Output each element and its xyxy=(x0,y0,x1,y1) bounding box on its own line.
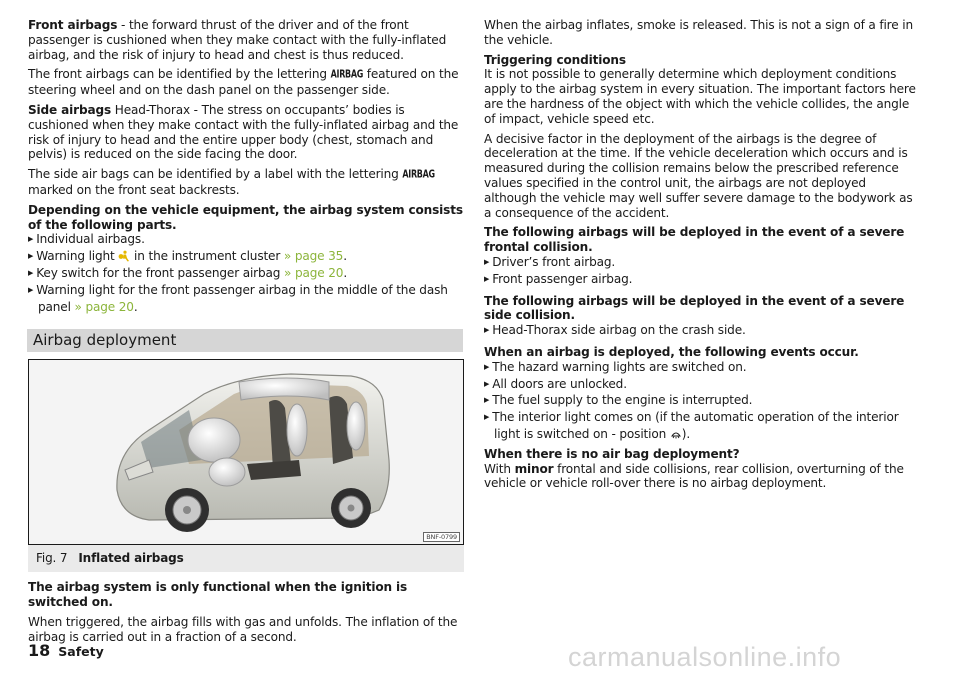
list-item-text: ). xyxy=(681,426,691,441)
figure-caption xyxy=(28,545,464,572)
side-collision-heading xyxy=(484,294,922,324)
list-item: ▶ Head-Thorax side airbag on the crash side. xyxy=(484,323,922,340)
page-20-link[interactable]: » page 20 xyxy=(74,299,134,314)
frontal-collision-heading-text: The following airbags will be deployed in the event of a severe frontal collision. xyxy=(484,225,905,255)
airbag-lettering-icon: AIRBAG xyxy=(402,168,435,181)
ignition-note xyxy=(28,580,464,610)
list-item-text: Warning light xyxy=(36,249,119,264)
figure-code: BNF-0799 xyxy=(423,532,460,542)
list-item: ▶ The hazard warning lights are switched on. xyxy=(484,360,922,377)
list-item-text: Individual airbags. xyxy=(36,232,145,247)
side-airbags-text: Head-Thorax - The stress on occupants’ bodies is cushioned when they make contact with the fully-inflated airbag and the risk of injury to head and the entire upper body (chest, stomach and pelvis) is reduced on the side facing the door. xyxy=(28,102,459,162)
list-item-text: Key switch for the front passenger airbag xyxy=(36,265,285,280)
page-number: 18 xyxy=(28,641,51,660)
figure-label: Fig. 7 xyxy=(36,551,68,566)
watermark: carmanualsonline.info xyxy=(568,642,842,672)
airbag-warning-light-icon xyxy=(118,250,130,262)
lettering-text-a: The front airbags can be identified by the lettering xyxy=(28,67,331,82)
lettering-text-b: featured on the steering wheel and on the dash panel on the passenger side. xyxy=(28,67,459,98)
system-parts-heading xyxy=(28,203,464,233)
deployment-events-heading xyxy=(484,345,922,360)
list-item-text: . xyxy=(343,249,347,264)
interior-light-door-icon xyxy=(670,428,682,440)
list-item-text: in the instrument cluster xyxy=(130,249,284,264)
triggering-conditions-heading: Triggering conditions xyxy=(484,52,626,67)
front-airbags-lettering-paragraph xyxy=(28,67,464,98)
footer-section-title: Safety xyxy=(58,644,104,659)
figure-inflated-airbags xyxy=(28,359,464,545)
right-column xyxy=(484,18,922,496)
no-deployment-heading-text: When there is no air bag deployment? xyxy=(484,446,740,461)
inflation-paragraph: When triggered, the airbag fills with gas and unfolds. The inflation of the airbag is carried out in a fraction of a second. xyxy=(28,614,458,644)
front-airbags-term: Front airbags xyxy=(28,18,118,32)
list-item: ▶ All doors are unlocked. xyxy=(484,377,922,394)
list-item: ▶ Driver’s front airbag. xyxy=(484,255,922,272)
triggering-conditions-paragraph xyxy=(484,53,922,127)
section-heading: Airbag deployment xyxy=(27,329,463,352)
left-column xyxy=(28,18,464,650)
no-deployment-paragraph xyxy=(484,462,922,492)
side-airbags-label-paragraph xyxy=(28,167,464,198)
front-airbags-text: - the forward thrust of the driver and of the front passenger is cushioned when they make contact with the fully-inflated airbag, and the risk of injury to head and chest is thus reduced. xyxy=(28,18,447,62)
list-item xyxy=(28,283,464,315)
list-item-text: The interior light comes on (if the automatic operation of the interior light is switched on - position xyxy=(492,410,899,441)
smoke-paragraph: When the airbag inflates, smoke is released. This is not a sign of a fire in the vehicle. xyxy=(484,18,913,47)
side-label-text-a: The side air bags can be identified by a label with the lettering xyxy=(28,167,403,182)
airbag-lettering-icon: AIRBAG xyxy=(330,68,364,81)
page-20-link[interactable]: » page 20 xyxy=(284,265,344,280)
car-airbag-illustration xyxy=(29,360,463,544)
frontal-collision-heading xyxy=(484,225,922,255)
no-deployment-text-b: frontal and side collisions, rear collision, overturning of the vehicle or vehicle roll-over there is no airbag deployment. xyxy=(484,461,904,491)
list-item-text: . xyxy=(133,299,138,314)
system-parts-heading-text: Depending on the vehicle equipment, the airbag system consists of the following parts. xyxy=(28,202,463,232)
side-airbags-term: Side airbags xyxy=(28,102,112,117)
list-item: ▶ Front passenger airbag. xyxy=(484,272,922,289)
deployment-events-heading-text: When an airbag is deployed, the following events occur. xyxy=(484,344,859,359)
no-deployment-heading xyxy=(484,447,922,462)
minor-emphasis: minor xyxy=(514,461,554,476)
side-airbags-paragraph xyxy=(28,103,464,162)
figure-title: Inflated airbags xyxy=(78,551,184,566)
front-airbags-paragraph xyxy=(28,18,464,62)
list-item-text: . xyxy=(343,265,348,280)
list-item xyxy=(484,410,922,442)
list-item: ▶ The fuel supply to the engine is interrupted. xyxy=(484,393,922,410)
list-item xyxy=(28,266,464,283)
page-35-link[interactable]: » page 35 xyxy=(283,249,344,264)
triggering-conditions-text: It is not possible to generally determine which deployment conditions apply to the airbag system in every situation. The important factors here are the hardness of the object with which the vehicle collides, the angle of impact, vehicle speed etc. xyxy=(484,67,916,126)
ignition-note-text: The airbag system is only functional when the ignition is switched on. xyxy=(28,580,408,610)
list-item xyxy=(28,249,464,266)
no-deployment-text-a: With xyxy=(484,461,515,476)
side-collision-heading-text: The following airbags will be deployed in the event of a severe side collision. xyxy=(484,293,905,323)
side-label-text-b: marked on the front seat backrests. xyxy=(28,182,240,197)
page-footer xyxy=(28,641,104,660)
list-item xyxy=(28,232,464,249)
list-item-text: Warning light for the front passenger airbag in the middle of the dash panel xyxy=(36,282,448,314)
deceleration-paragraph: A decisive factor in the deployment of the airbags is the degree of deceleration at the time. If the vehicle deceleration which occurs and is measured during the collision remains below the prescribed reference values specified in the control unit, the airbags are not deployed although the vehicle may well suffer severe damage to the bodywork as a consequence of the accident. xyxy=(484,131,913,220)
